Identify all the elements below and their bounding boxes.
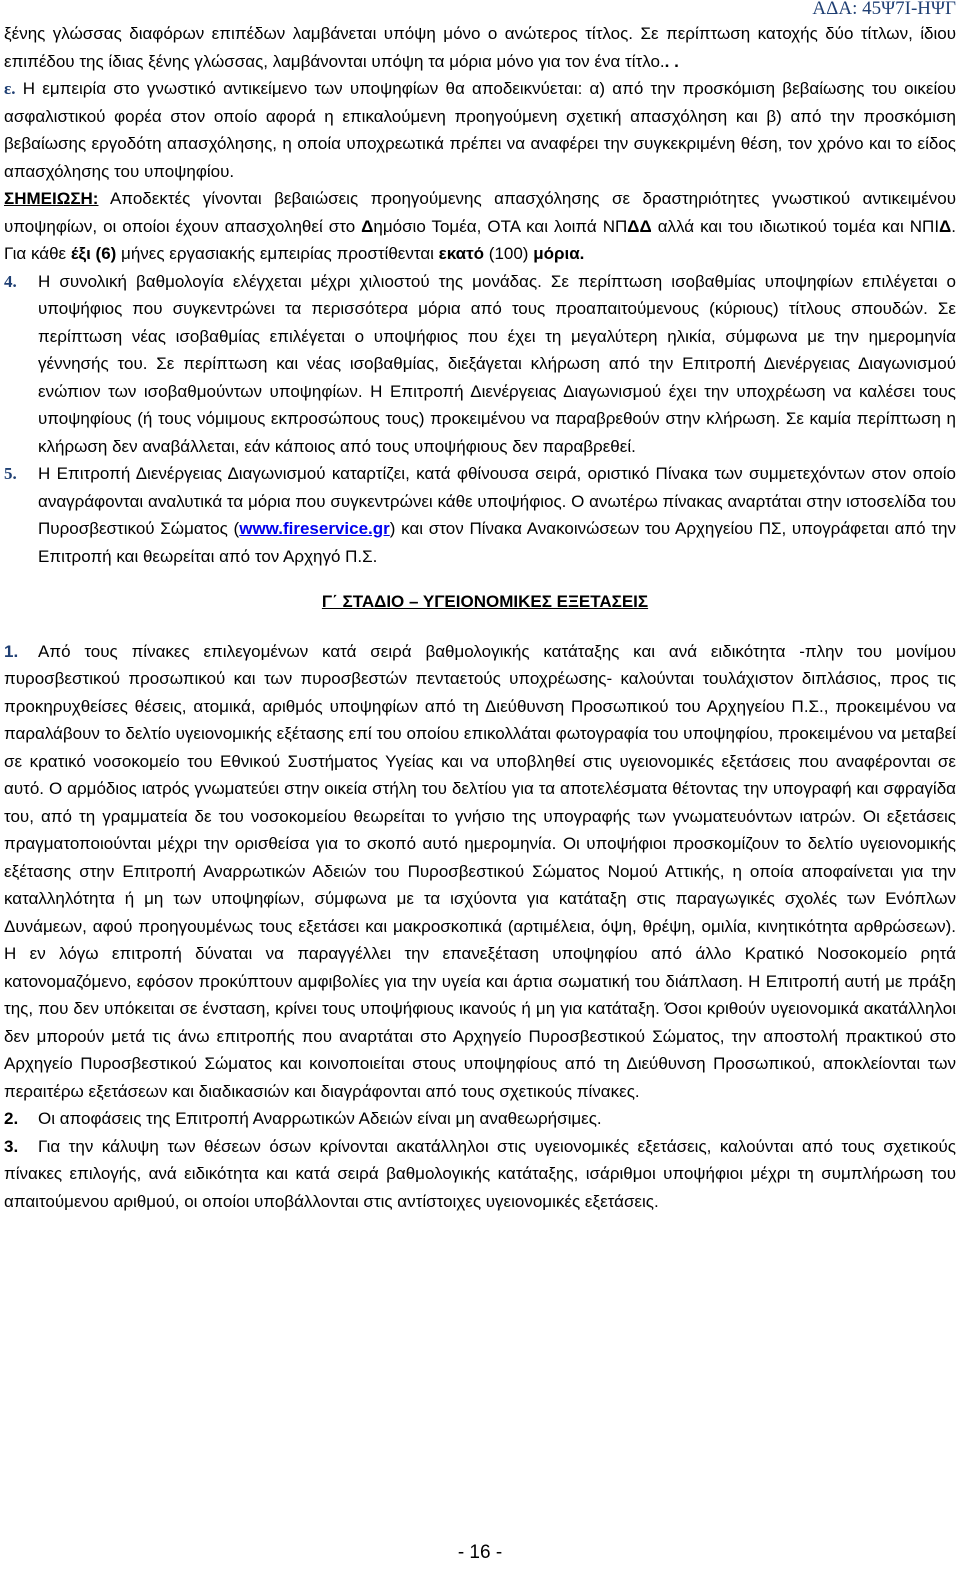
note-label: ΣΗΜΕΙΩΣΗ: bbox=[4, 189, 99, 208]
fireservice-link[interactable]: www.fireservice.gr bbox=[239, 519, 390, 538]
paragraph-5: 5. Η Επιτροπή Διενέργειας Διαγωνισμού καταρτίζει, κατά φθίνουσα σειρά, οριστικό Πίνακα των συμμετεχόντων στον οποίο αναγράφονται αναλυτικά τα μόρια που συγκεντρώνει κάθε υποψήφιος. Ο ανωτέρω πίνακας αναρτάται στην ιστοσελίδα του Πυροσβεστικού Σώματος (www.fireservice.gr) και στον Πίνακα Ανακοινώσεων του Αρχηγείου ΠΣ, υπογράφεται από την Επιτροπή και θεωρείται από τον Αρχηγό Π.Σ. bbox=[4, 460, 956, 570]
paragraph-languages: ξένης γλώσσας διαφόρων επιπέδων λαμβάνεται υπόψη μόνο ο ανώτερος τίτλος. Σε περίπτωση κατοχής δύο τίτλων, ίδιου επιπέδου της ίδιας ξένης γλώσσας, λαμβάνονται υπόψη τα μόρια μόνο για τον ένα τίτλο.. . bbox=[4, 24, 956, 71]
item-number-4: 4. bbox=[4, 271, 17, 291]
paragraph-experience: ε. Η εμπειρία στο γνωστικό αντικείμενο των υποψηφίων θα αποδεικνύεται: α) από την προσκόμιση βεβαίωσης του οικείου ασφαλιστικού φορέα στον οποίο αφορά η επικαλούμενη προηγούμενη σχετική απασχόληση και β) από την προσκόμιση βεβαίωσης εργοδότη απασχόλησης, η οποία υποχρεωτικά πρέπει να αναφέρει την συγκεκριμένη θέση, τον χρόνο και το είδος απασχόλησης του υποψηφίου. bbox=[4, 79, 956, 181]
paragraph-c3: 3. Για την κάλυψη των θέσεων όσων κρίνονται ακατάλληλοι στις υγειονομικές εξετάσεις, καλούνται από τους σχετικούς πίνακες επιλογής, ανά ειδικότητα και κατά σειρά βαθμολογικής κατάταξης, ισάριθμοι υποψήφιοι μέχρι τη συμπλήρωση του απαιτούμενου αριθμού, οι οποίοι υποβάλλονται στις αντίστοιχες υγειονομικές εξετάσεις. bbox=[4, 1133, 956, 1216]
item-number-c2: 2. bbox=[4, 1109, 19, 1128]
item-number-c1: 1. bbox=[4, 641, 19, 661]
document-body bbox=[4, 20, 956, 1215]
item-number-5: 5. bbox=[4, 464, 17, 483]
paragraph-c1: 1. Από τους πίνακες επιλεγομένων κατά σειρά βαθμολογικής κατάταξης και ανά ειδικότητα -πλην του μονίμου πυροσβεστικού προσωπικού και των πυροσβεστών πενταετούς υποχρέωσης- καλούνται τουλάχιστον διπλάσιος, προς τις προκηρυχθείσες θέσεις, ατομικά, αριθμός υποψηφίων από τη Διεύθυνση Προσωπικού του Αρχηγείου Π.Σ., προκειμένου να παραλάβουν το δελτίο υγειονομικής εξέτασης επί του οποίου επικολλάται φωτογραφία του υποψηφίου, προκειμένου να μεταβεί σε κρατικό νοσοκομείο του Εθνικού Συστήματος Υγείας και να υποβληθεί στις υγειονομικές εξετάσεις που αναφέρονται σε αυτό. Ο αρμόδιος ιατρός γνωματεύει στην οικεία στήλη του δελτίου για τα αποτελέσματα θέτοντας την υπογραφή και σφραγίδα του, από τη γραμματεία δε του νοσοκομείου θεωρείται το γνήσιο της υπογραφής των γνωματευόντων ιατρών. Οι εξετάσεις πραγματοποιούνται μέχρι την ορισθείσα για το σκοπό αυτό ημερομηνία. Οι υποψήφιοι προσκομίζουν το δελτίο υγειονομικής εξέτασης στην Επιτροπή Αναρρωτικών Αδειών του Πυροσβεστικού Σώματος Νομού Αττικής, η οποία αποφαίνεται για την καταλληλότητα ή μη των υποψηφίων, σύμφωνα με τα ισχύοντα για κατάταξη στις παραγωγικές σχολές των Ενόπλων Δυνάμεων, αφού προηγουμένως τους εξετάσει και μακροσκοπικά (αρτιμέλεια, όψη, θρέψη, ομιλία, κινητικότητα αρθρώσεων). Η εν λόγω επιτροπή δύναται να παραγγέλλει την επανεξέταση υποψηφίου από άλλο Κρατικό Νοσοκομείο ρητά κατονομαζόμενο, εφόσον προκύπτουν αμφιβολίες για την υγεία και άρτια σωματική του διάπλαση. Η Επιτροπή αυτή με πράξη της, που δεν υπόκειται σε ένσταση, κρίνει τους υποψήφιους ικανούς ή μη για κατάταξη. Όσοι κριθούν υγειονομικά ακατάλληλοι δεν μπορούν μετά τις άνω επιτροπής που αναρτάται στο Αρχηγείο Πυροσβεστικού Σώματος, την αποστολή πρακτικού στο Αρχηγείο Πυροσβεστικού Σώματος και κοινοποιείται στους υποψηφίους από τη Διεύθυνση Προσωπικού, αποκλείονται των περαιτέρω εξετάσεων και διαδικασιών και διαγράφονται από τους σχετικούς πίνακες. bbox=[4, 638, 956, 1106]
ada-code: ΑΔΑ: 45Ψ7Ι-ΗΨΓ bbox=[812, 0, 956, 19]
experience-lead: Η εμπειρία στο γνωστικό αντικείμενο bbox=[22, 79, 308, 98]
section-heading: Γ΄ ΣΤΑΔΙΟ – ΥΓΕΙΟΝΟΜΙΚΕΣ ΕΞΕΤΑΣΕΙΣ bbox=[321, 592, 649, 611]
item-label-e: ε. bbox=[4, 79, 16, 98]
item-number-c3: 3. bbox=[4, 1136, 19, 1156]
paragraph-c2: 2. Οι αποφάσεις της Επιτροπή Αναρρωτικών Αδειών είναι μη αναθεωρήσιμες. bbox=[4, 1105, 956, 1133]
paragraph-note: ΣΗΜΕΙΩΣΗ: Αποδεκτές γίνονται βεβαιώσεις προηγούμενης απασχόλησης σε δραστηριότητες γνωστικού αντικειμένου υποψηφίων, οι οποίοι έχουν απασχοληθεί στο Δημόσιο Τομέα, ΟΤΑ και λοιπά ΝΠΔΔ αλλά και του ιδιωτικού τομέα και ΝΠΙΔ. Για κάθε έξι (6) μήνες εργασιακής εμπειρίας προστίθενται εκατό (100) μόρια. bbox=[4, 189, 956, 263]
paragraph-4: 4. Η συνολική βαθμολογία ελέγχεται μέχρι χιλιοστού της μονάδας. Σε περίπτωση ισοβαθμίας υποψηφίων επιλέγεται ο υποψήφιος που συγκεντρώνει τα περισσότερα μόρια από τους προαπαιτούμενους (κύριους) τίτλους σπουδών. Σε περίπτωση νέας ισοβαθμίας επιλέγεται ο υποψήφιος που έχει τη μεγαλύτερη ηλικία, σύμφωνα με την ημερομηνία γέννησής του. Σε περίπτωση και νέας ισοβαθμίας, διεξάγεται κλήρωση από την Επιτροπή Διενέργειας Διαγωνισμού ενώπιον των ισοβαθμούντων υποψηφίων. Η Επιτροπή Διενέργειας Διαγωνισμού έχει την υποχρέωση να καλέσει τους υποψηφίους (ή τους νόμιμους εκπροσώπους τους) προκειμένου να παραβρεθούν στην κλήρωση. Σε καμία περίπτωση η κλήρωση δεν αναβάλλεται, εάν κάποιος από τους υποψήφιους δεν παραβρεθεί. bbox=[4, 268, 956, 461]
page-number: - 16 - bbox=[457, 1542, 503, 1563]
